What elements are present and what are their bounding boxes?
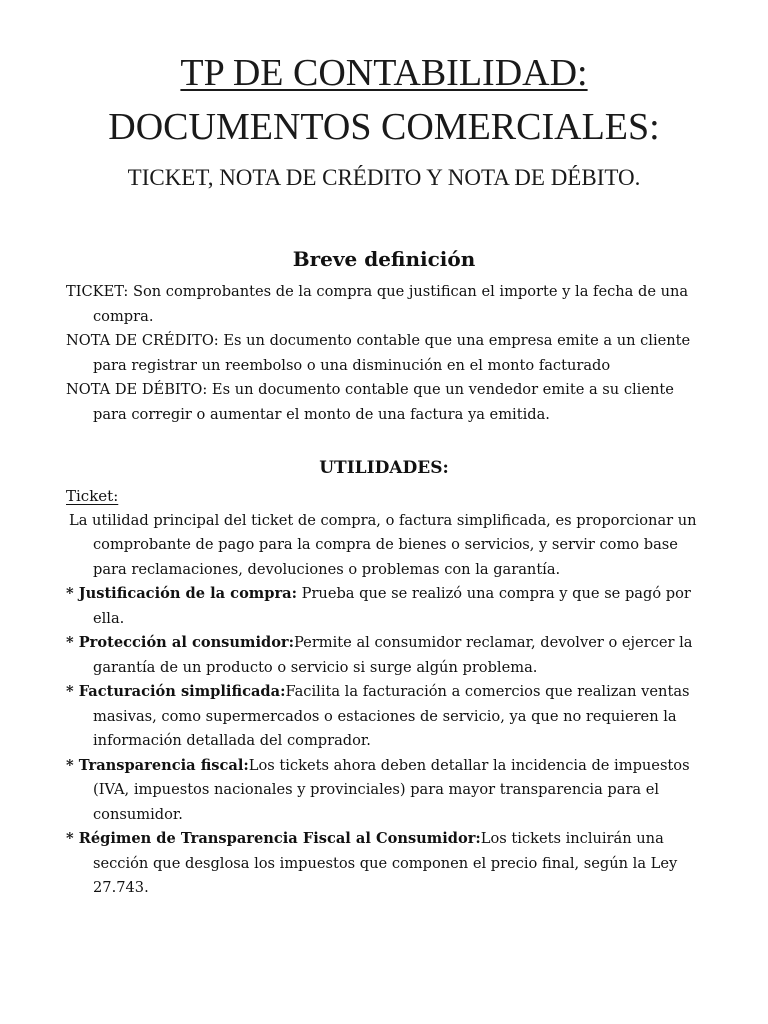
page-subtitle: DOCUMENTOS COMERCIALES: [108,106,660,148]
bullet-text: Prueba que se realizó una compra y que se pagó por ella. [93,585,691,627]
bullet-title: * Protección al consumidor: [66,634,295,651]
page-title: TP DE CONTABILIDAD: [180,52,588,94]
ticket-intro: La utilidad principal del ticket de compra, o factura simplificada, es proporcionar un comprobante de pago para la compra de bienes o servicios, y servir como base para reclamaciones, devoluciones o problemas con la garantía. [69,511,697,578]
definition-nota-credito: NOTA DE CRÉDITO: Es un documento contable que una empresa emite a un cliente para registrar un reembolso o una disminución en el monto facturado [66,332,691,374]
ticket-label: Ticket: [66,487,119,505]
title-block [0,52,768,192]
bullet-facturacion [66,680,706,754]
definitions-heading: Breve definición [292,247,476,271]
bullet-justificacion [66,582,706,631]
bullet-title: * Régimen de Transparencia Fiscal al Consumidor: [66,830,481,847]
bullet-regimen [66,827,706,901]
bullet-text: Los tickets ahora deben detallar la incidencia de impuestos (IVA, impuestos nacionales y provinciales) para mayor transparencia para el consumidor. [93,756,690,823]
bullet-title: * Justificación de la compra: [66,585,297,602]
definition-nota-debito: NOTA DE DÉBITO: Es un documento contable que un vendedor emite a su cliente para corregir o aumentar el monto de una factura ya emitida. [66,381,674,423]
definitions-list [66,280,706,427]
bullet-title: * Facturación simplificada: [66,683,286,700]
bullet-proteccion [66,631,706,680]
bullet-transparencia [66,754,706,828]
bullet-text: Facilita la facturación a comercios que realizan ventas masivas, como supermercados o estaciones de servicio, ya que no requieren la información detallada del comprador. [93,683,690,749]
definition-ticket: TICKET: Son comprobantes de la compra que justifican el importe y la fecha de una compra. [66,283,689,325]
bullet-text: Los tickets incluirán una sección que desglosa los impuestos que componen el precio final, según la Ley 27.743. [93,830,678,896]
bullet-text: Permite al consumidor reclamar, devolver o ejercer la garantía de un producto o servicio si surge algún problema. [93,634,693,676]
bullet-title: * Transparencia fiscal: [66,756,249,774]
page-subtitle-documents: TICKET, NOTA DE CRÉDITO Y NOTA DE DÉBITO. [127,165,641,190]
ticket-utilities [66,484,706,901]
utilidades-heading: UTILIDADES: [319,458,449,478]
